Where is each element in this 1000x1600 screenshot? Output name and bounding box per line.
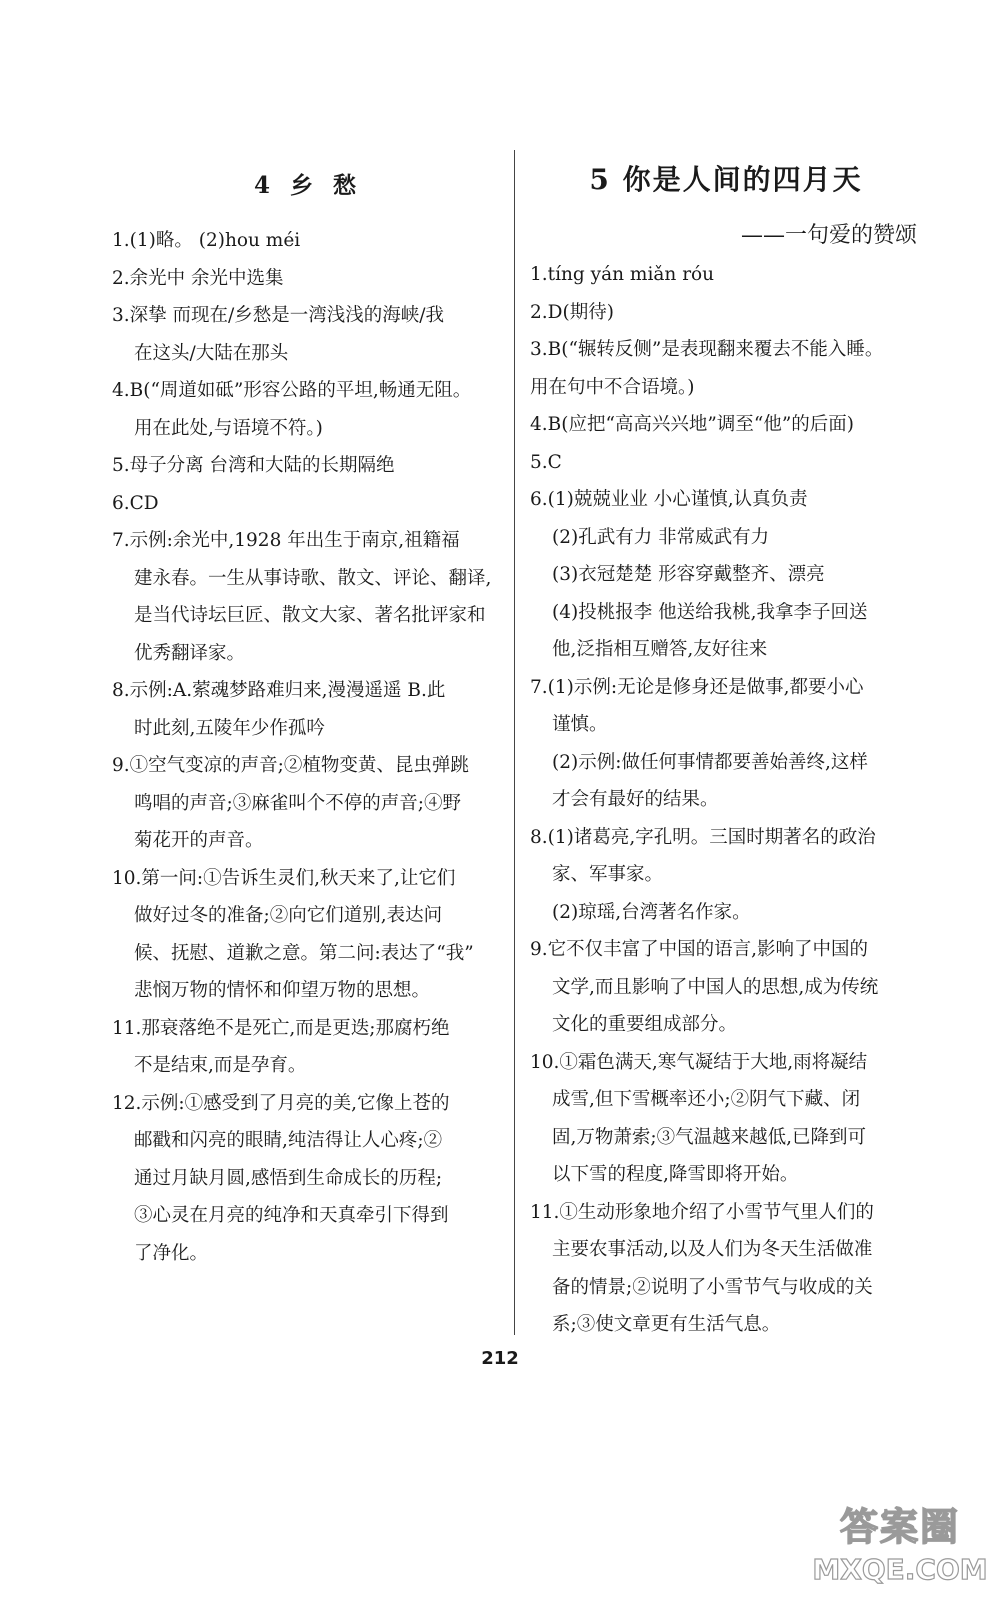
answer-line: 固,万物萧索;③气温越来越低,已降到可	[552, 1126, 866, 1148]
answer-line: 2.余光中 余光中选集	[112, 267, 284, 289]
right-answer-list	[530, 256, 922, 1344]
answer-line: 11.①生动形象地介绍了小雪节气里人们的	[530, 1201, 874, 1223]
answer-line: 10.①霜色满天,寒气凝结于大地,雨将凝结	[530, 1051, 868, 1073]
answer-line: 文学,而且影响了中国人的思想,成为传统	[552, 976, 879, 998]
watermark-logo	[810, 1502, 990, 1594]
lesson-title-5: 5 你是人间的四月天	[589, 163, 863, 196]
answer-line: 10.第一问:①告诉生灵们,秋天来了,让它们	[112, 867, 456, 889]
answer-line: (2)琼瑶,台湾著名作家。	[552, 901, 751, 923]
answer-line: 12.示例:①感受到了月亮的美,它像上苍的	[112, 1092, 450, 1114]
answer-line: 鸣唱的声音;③麻雀叫个不停的声音;④野	[134, 792, 461, 814]
answer-line: 5.C	[530, 451, 562, 473]
answer-line: 4.B(应把“高高兴兴地”调至“他”的后面)	[530, 414, 855, 435]
answer-line: 6.CD	[112, 492, 159, 514]
answer-line: 才会有最好的结果。	[552, 789, 719, 810]
answer-line: 1.(1)略。 (2)hou méi	[112, 230, 301, 251]
answer-line: 不是结束,而是孕育。	[134, 1055, 307, 1076]
answer-line: (2)示例:做任何事情都要善始善终,这样	[552, 751, 868, 773]
answer-line: 邮戳和闪亮的眼睛,纯洁得让人心疼;②	[134, 1130, 443, 1151]
answer-line: 候、抚慰、道歉之意。第二问:表达了“我”	[134, 942, 474, 964]
answer-line: 在这头/大陆在那头	[134, 342, 289, 364]
answer-line: 成雪,但下雪概率还小;②阴气下藏、闭	[552, 1089, 861, 1110]
answer-line: 系;③使文章更有生活气息。	[552, 1314, 781, 1335]
answer-line: 了净化。	[134, 1242, 209, 1264]
answer-line: 主要农事活动,以及人们为冬天生活做准	[552, 1239, 873, 1260]
answer-line: 3.深挚 而现在/乡愁是一湾浅浅的海峡/我	[112, 305, 444, 326]
answer-line: 以下雪的程度,降雪即将开始。	[552, 1164, 799, 1185]
answer-line: 时此刻,五陵年少作孤吟	[134, 717, 325, 739]
watermark-url: MXQE.COM	[812, 1553, 988, 1586]
answer-line: (2)孔武有力 非常威武有力	[552, 526, 770, 548]
lesson-title-4: 4 乡 愁	[253, 172, 363, 199]
answer-line: 用在此处,与语境不符。)	[134, 417, 323, 439]
answer-line: 做好过冬的准备;②向它们道别,表达问	[134, 905, 443, 926]
answer-line: 1.tíng yán miǎn róu	[530, 264, 715, 285]
answer-line: 6.(1)兢兢业业 小心谨慎,认真负责	[530, 489, 808, 510]
answer-line: 9.它不仅丰富了中国的语言,影响了中国的	[530, 939, 869, 960]
answer-line: 是当代诗坛巨匠、散文大家、著名批评家和	[134, 605, 486, 626]
answer-line: 用在句中不合语境。)	[530, 376, 695, 398]
answer-line: 家、军事家。	[552, 864, 664, 885]
answer-line: 2.D(期待)	[530, 301, 614, 323]
answer-line: 3.B(“辗转反侧”是表现翻来覆去不能入睡。	[530, 339, 884, 360]
page-number: 212	[481, 1348, 519, 1369]
answer-line: 备的情景;②说明了小雪节气与收成的关	[552, 1276, 873, 1298]
answer-line: 优秀翻译家。	[134, 642, 246, 664]
answer-line: ③心灵在月亮的纯净和天真牵引下得到	[134, 1205, 449, 1226]
answer-line: 8.示例:A.萦魂梦路难归来,漫漫遥遥 B.此	[112, 680, 446, 701]
answer-line: 文化的重要组成部分。	[552, 1014, 738, 1035]
answer-line: 谨慎。	[552, 714, 608, 735]
answer-line: 他,泛指相互赠答,友好往来	[552, 639, 768, 660]
answer-line: 9.①空气变凉的声音;②植物变黄、昆虫弹跳	[112, 755, 469, 776]
watermark-chars: 答案圈	[839, 1505, 960, 1549]
answer-line: 通过月缺月圆,感悟到生命成长的历程;	[134, 1167, 443, 1189]
answer-line: 11.那衰落绝不是死亡,而是更迭;那腐朽绝	[112, 1017, 450, 1039]
answer-line: 7.(1)示例:无论是修身还是做事,都要小心	[530, 676, 864, 698]
answer-line: 8.(1)诸葛亮,字孔明。三国时期著名的政治	[530, 826, 876, 848]
answer-line: 4.B(“周道如砥”形容公路的平坦,畅通无阻。	[112, 380, 472, 401]
lesson-subtitle: ——一句爱的赞颂	[740, 223, 917, 248]
answer-line: 7.示例:余光中,1928 年出生于南京,祖籍福	[112, 530, 460, 551]
answer-line: 悲悯万物的情怀和仰望万物的思想。	[134, 980, 431, 1001]
answer-line: (4)投桃报李 他送给我桃,我拿李子回送	[552, 601, 868, 623]
left-answer-list	[112, 222, 504, 1272]
column-divider	[514, 150, 515, 1335]
answer-line: (3)衣冠楚楚 形容穿戴整齐、漂亮	[552, 564, 825, 585]
answer-line: 5.母子分离 台湾和大陆的长期隔绝	[112, 455, 395, 476]
answer-line: 建永春。一生从事诗歌、散文、评论、翻译,	[134, 567, 492, 589]
answer-line: 菊花开的声音。	[134, 830, 264, 851]
